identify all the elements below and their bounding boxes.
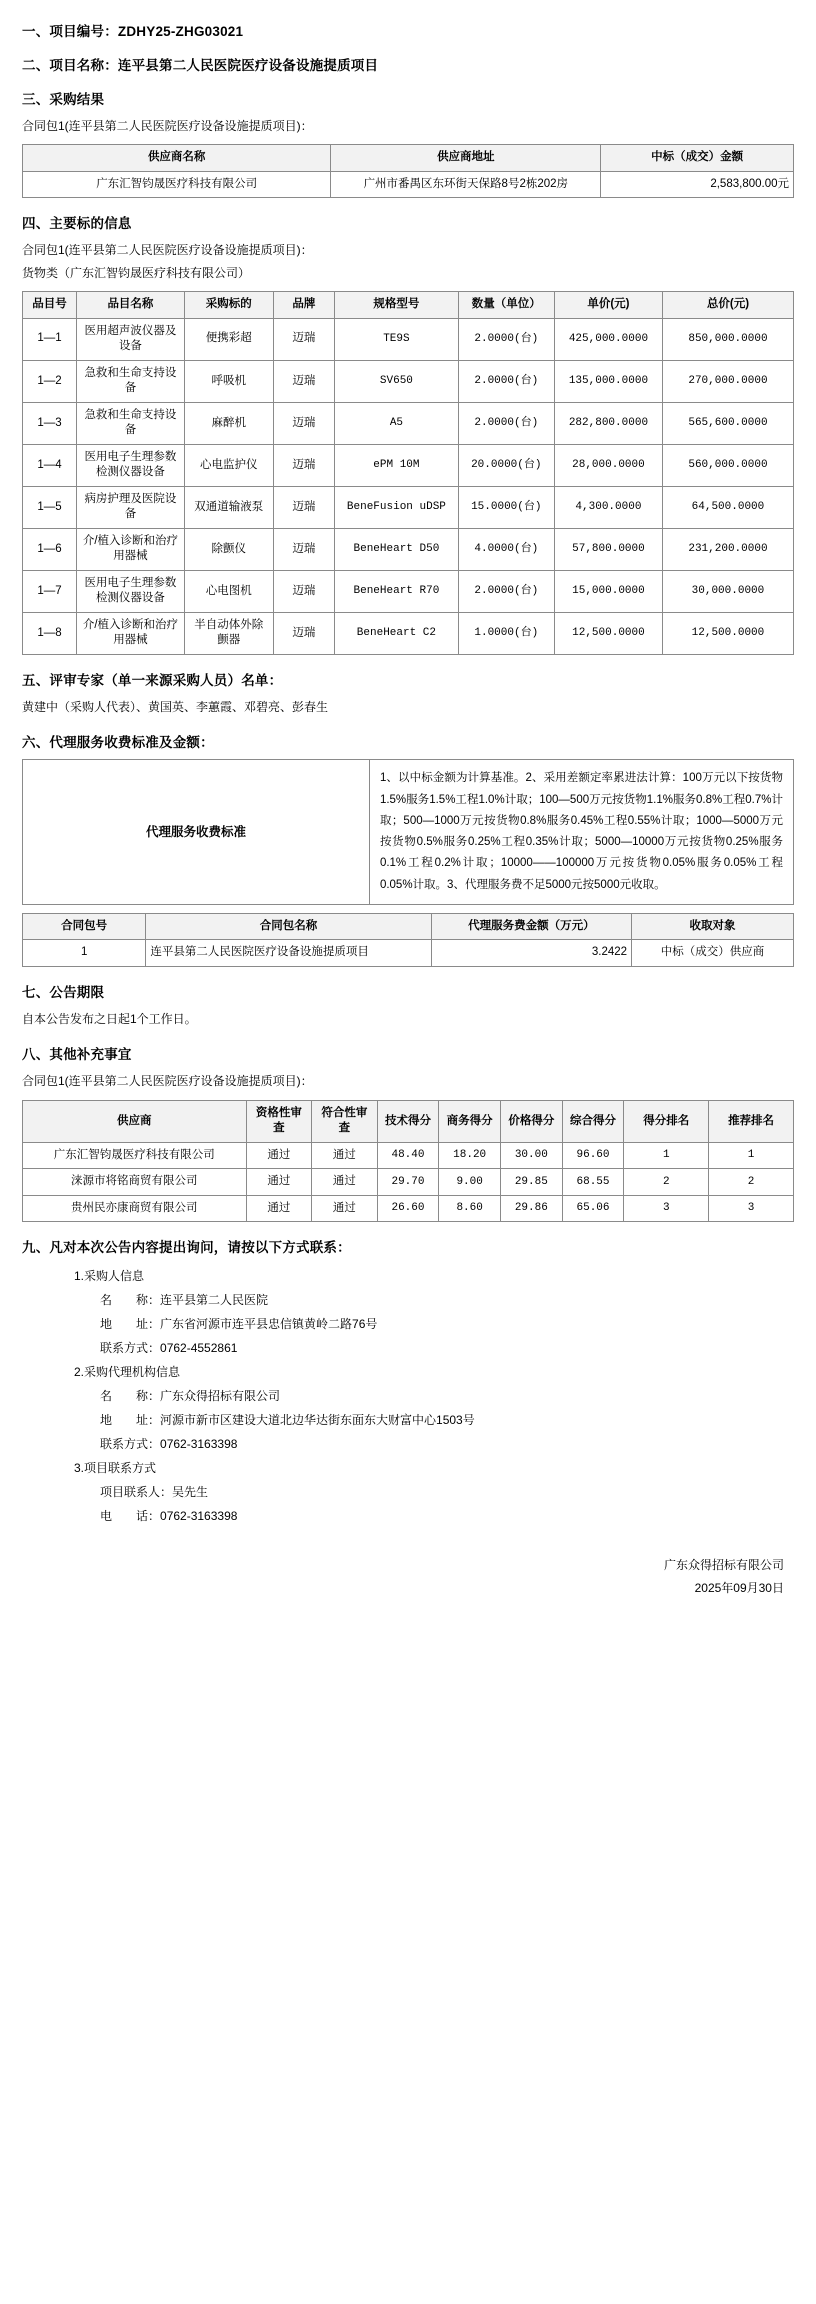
purchaser-tel-row — [100, 1336, 794, 1360]
score-compliance: 通过 — [312, 1169, 378, 1196]
fee-amount-table-wrap — [22, 913, 794, 967]
item-no: 1—6 — [23, 528, 77, 570]
col-compliance-review: 符合性审查 — [312, 1100, 378, 1142]
purchaser-name-label: 名 称： — [100, 1293, 161, 1308]
table-row — [23, 760, 794, 905]
section-title-main-items: 四、主要标的信息 — [22, 216, 132, 232]
col-supplier: 供应商 — [23, 1100, 247, 1142]
project-contact-tel-value: 0762-3163398 — [160, 1509, 238, 1524]
fee-amount: 3.2422 — [431, 940, 631, 967]
item-brand: 迈瑞 — [273, 444, 335, 486]
item-total-price: 231,200.0000 — [662, 528, 793, 570]
project-contact-person-row — [100, 1480, 794, 1504]
result-table — [22, 144, 794, 198]
item-name: 医用电子生理参数检测仪器设备 — [76, 444, 184, 486]
purchaser-address-value: 广东省河源市连平县忠信镇黄岭二路76号 — [160, 1317, 378, 1332]
section-title-contact: 九、凡对本次公告内容提出询问，请按以下方式联系： — [22, 1240, 351, 1256]
table-row — [23, 570, 794, 612]
recommend-rank: 2 — [709, 1169, 794, 1196]
section-title-supplementary: 八、其他补充事宜 — [22, 1047, 132, 1063]
agency-name-value: 广东众得招标有限公司 — [160, 1389, 281, 1404]
item-model: TE9S — [335, 318, 458, 360]
col-recommend-rank: 推荐排名 — [709, 1100, 794, 1142]
item-brand: 迈瑞 — [273, 612, 335, 654]
item-unit-price: 4,300.0000 — [554, 486, 662, 528]
signature-date: 2025年09月30日 — [694, 1581, 784, 1596]
col-qualification-review: 资格性审查 — [246, 1100, 312, 1142]
table-row — [23, 171, 794, 198]
table-row — [23, 1169, 794, 1196]
recommend-rank: 3 — [709, 1195, 794, 1222]
score-compliance: 通过 — [312, 1195, 378, 1222]
item-model: ePM 10M — [335, 444, 458, 486]
item-subject: 便携彩超 — [184, 318, 273, 360]
item-model: SV650 — [335, 360, 458, 402]
item-total-price: 12,500.0000 — [662, 612, 793, 654]
signature-block — [22, 1554, 794, 1600]
table-header-row — [23, 1100, 794, 1142]
score-total: 96.60 — [562, 1142, 624, 1169]
package-no: 1 — [23, 940, 146, 967]
supplementary-package-line: 合同包1(连平县第二人民医院医疗设备设施提质项目)： — [22, 1074, 313, 1089]
item-unit-price: 425,000.0000 — [554, 318, 662, 360]
score-price: 29.85 — [501, 1169, 563, 1196]
agency-address-value: 河源市新市区建设大道北边华达街东面东大财富中心1503号 — [160, 1413, 475, 1428]
item-quantity: 20.0000(台) — [458, 444, 554, 486]
item-total-price: 30,000.0000 — [662, 570, 793, 612]
item-no: 1—5 — [23, 486, 77, 528]
item-subject: 心电图机 — [184, 570, 273, 612]
col-award-amount: 中标（成交）金额 — [601, 145, 794, 172]
item-unit-price: 135,000.0000 — [554, 360, 662, 402]
col-model: 规格型号 — [335, 292, 458, 319]
col-score-rank: 得分排名 — [624, 1100, 709, 1142]
item-name: 医用超声波仪器及设备 — [76, 318, 184, 360]
agency-tel-value: 0762-3163398 — [160, 1437, 238, 1452]
col-quantity: 数量（单位） — [458, 292, 554, 319]
item-no: 1—4 — [23, 444, 77, 486]
item-brand: 迈瑞 — [273, 570, 335, 612]
item-quantity: 1.0000(台) — [458, 612, 554, 654]
agency-address-row — [100, 1408, 794, 1432]
item-name: 急救和生命支持设备 — [76, 360, 184, 402]
table-header-row — [23, 145, 794, 172]
item-subject: 除颤仪 — [184, 528, 273, 570]
item-model: BeneHeart R70 — [335, 570, 458, 612]
item-quantity: 2.0000(台) — [458, 360, 554, 402]
item-subject: 半自动体外除颤器 — [184, 612, 273, 654]
score-technical: 29.70 — [377, 1169, 439, 1196]
item-no: 1—3 — [23, 402, 77, 444]
supplier-address: 广州市番禺区东环街天保路8号2栋202房 — [331, 171, 601, 198]
supplier-name: 广东汇智钧晟医疗科技有限公司 — [23, 171, 331, 198]
agency-name-label: 名 称： — [100, 1389, 161, 1404]
agency-name-row — [100, 1384, 794, 1408]
item-total-price: 270,000.0000 — [662, 360, 793, 402]
section-title-project-number: 一、项目编号：ZDHY25-ZHG03021 — [22, 24, 244, 39]
score-supplier: 广东汇智钧晟医疗科技有限公司 — [23, 1142, 247, 1169]
score-total: 68.55 — [562, 1169, 624, 1196]
table-row — [23, 1142, 794, 1169]
table-row — [23, 444, 794, 486]
col-total-price: 总价(元) — [662, 292, 793, 319]
score-business: 9.00 — [439, 1169, 501, 1196]
section-title-review-experts: 五、评审专家（单一来源采购人员）名单： — [22, 672, 283, 688]
fee-standard-text: 1、以中标金额为计算基准。2、采用差额定率累进法计算：100万元以下按货物1.5%服务1.5%工程1.0%计取；100—500万元按货物1.1%服务0.8%工程0.7%计取；500—1000万元按货物0.8%服务0.45%工程0.55%计取；1000—5000万元按货物0.5%服务0.25%工程0.35%计取；5000—10000万元按货物0.25%服务0.1%工程0.2%计取；10000——100000万元按货物0.05%服务0.05%工程0.05%计取。3、代理服务费不足5000元按5000元收取。 — [369, 760, 793, 905]
col-supplier-address: 供应商地址 — [331, 145, 601, 172]
item-total-price: 565,600.0000 — [662, 402, 793, 444]
col-brand: 品牌 — [273, 292, 335, 319]
item-name: 介/植入诊断和治疗用器械 — [76, 612, 184, 654]
result-table-wrap — [22, 144, 794, 198]
score-supplier: 涞源市将铭商贸有限公司 — [23, 1169, 247, 1196]
score-business: 8.60 — [439, 1195, 501, 1222]
item-total-price: 560,000.0000 — [662, 444, 793, 486]
announcement-period-text: 自本公告发布之日起1个工作日。 — [22, 1011, 197, 1026]
agency-address-label: 地 址： — [100, 1413, 161, 1428]
project-contact-person-value: 吴先生 — [172, 1485, 209, 1500]
item-model: BeneHeart C2 — [335, 612, 458, 654]
project-contact-tel-row — [100, 1504, 794, 1528]
signature-org: 广东众得招标有限公司 — [663, 1558, 784, 1573]
score-rank: 2 — [624, 1169, 709, 1196]
agency-tel-row — [100, 1432, 794, 1456]
col-technical-score: 技术得分 — [377, 1100, 439, 1142]
col-fee-payer: 收取对象 — [632, 913, 794, 940]
col-item-name: 品目名称 — [76, 292, 184, 319]
table-row — [23, 402, 794, 444]
item-no: 1—8 — [23, 612, 77, 654]
col-total-score: 综合得分 — [562, 1100, 624, 1142]
score-compliance: 通过 — [312, 1142, 378, 1169]
items-table — [22, 291, 794, 655]
contact-list — [60, 1264, 794, 1528]
table-row — [23, 940, 794, 967]
recommend-rank: 1 — [709, 1142, 794, 1169]
table-row — [23, 528, 794, 570]
fee-standard-label: 代理服务收费标准 — [23, 760, 370, 905]
item-quantity: 4.0000(台) — [458, 528, 554, 570]
package-name: 连平县第二人民医院医疗设备设施提质项目 — [146, 940, 431, 967]
items-package-line: 合同包1(连平县第二人民医院医疗设备设施提质项目)： — [22, 243, 313, 258]
item-brand: 迈瑞 — [273, 318, 335, 360]
col-package-no: 合同包号 — [23, 913, 146, 940]
project-contact-person-label: 项目联系人： — [100, 1485, 173, 1500]
table-header-row — [23, 292, 794, 319]
table-row — [23, 318, 794, 360]
agency-tel-label: 联系方式： — [100, 1437, 161, 1452]
item-total-price: 64,500.0000 — [662, 486, 793, 528]
col-business-score: 商务得分 — [439, 1100, 501, 1142]
score-price: 30.00 — [501, 1142, 563, 1169]
item-unit-price: 15,000.0000 — [554, 570, 662, 612]
table-row — [23, 360, 794, 402]
fee-payer: 中标（成交）供应商 — [632, 940, 794, 967]
col-supplier-name: 供应商名称 — [23, 145, 331, 172]
score-technical: 48.40 — [377, 1142, 439, 1169]
purchaser-tel-value: 0762-4552861 — [160, 1341, 238, 1356]
purchaser-tel-label: 联系方式： — [100, 1341, 161, 1356]
score-qualification: 通过 — [246, 1195, 312, 1222]
items-table-wrap — [22, 291, 794, 655]
table-row — [23, 612, 794, 654]
purchaser-address-label: 地 址： — [100, 1317, 161, 1332]
items-category-line: 货物类（广东汇智钧晟医疗科技有限公司） — [22, 265, 251, 280]
item-subject: 心电监护仪 — [184, 444, 273, 486]
score-table — [22, 1100, 794, 1223]
item-quantity: 2.0000(台) — [458, 570, 554, 612]
contact-group-project-title: 3.项目联系方式 — [74, 1461, 157, 1476]
item-unit-price: 12,500.0000 — [554, 612, 662, 654]
table-row — [23, 486, 794, 528]
col-fee-amount: 代理服务费金额（万元） — [431, 913, 631, 940]
contact-group-purchaser-title: 1.采购人信息 — [74, 1269, 145, 1284]
purchaser-name-value: 连平县第二人民医院 — [160, 1293, 269, 1308]
item-quantity: 15.0000(台) — [458, 486, 554, 528]
section-title-purchase-result: 三、采购结果 — [22, 92, 105, 107]
fee-standard-table-wrap — [22, 759, 794, 905]
item-brand: 迈瑞 — [273, 528, 335, 570]
fee-standard-table — [22, 759, 794, 905]
col-package-name: 合同包名称 — [146, 913, 431, 940]
item-unit-price: 28,000.0000 — [554, 444, 662, 486]
section-title-announcement-period: 七、公告期限 — [22, 984, 105, 1000]
score-rank: 3 — [624, 1195, 709, 1222]
table-row — [23, 1195, 794, 1222]
item-brand: 迈瑞 — [273, 486, 335, 528]
item-no: 1—7 — [23, 570, 77, 612]
item-unit-price: 282,800.0000 — [554, 402, 662, 444]
section-title-project-name: 二、项目名称：连平县第二人民医院医疗设备设施提质项目 — [22, 58, 379, 73]
award-amount: 2,583,800.00元 — [601, 171, 794, 198]
item-quantity: 2.0000(台) — [458, 402, 554, 444]
table-header-row — [23, 913, 794, 940]
col-unit-price: 单价(元) — [554, 292, 662, 319]
score-rank: 1 — [624, 1142, 709, 1169]
item-subject: 麻醉机 — [184, 402, 273, 444]
score-table-wrap — [22, 1100, 794, 1223]
project-contact-tel-label: 电 话： — [100, 1509, 161, 1524]
item-unit-price: 57,800.0000 — [554, 528, 662, 570]
score-qualification: 通过 — [246, 1142, 312, 1169]
item-no: 1—2 — [23, 360, 77, 402]
fee-amount-table — [22, 913, 794, 967]
item-brand: 迈瑞 — [273, 402, 335, 444]
score-price: 29.86 — [501, 1195, 563, 1222]
item-model: A5 — [335, 402, 458, 444]
purchaser-name-row — [100, 1288, 794, 1312]
item-no: 1—1 — [23, 318, 77, 360]
col-price-score: 价格得分 — [501, 1100, 563, 1142]
item-subject: 呼吸机 — [184, 360, 273, 402]
review-experts-list: 黄建中（采购人代表）、黄国英、李蕙霞、邓碧亮、彭春生 — [22, 699, 329, 714]
item-name: 介/植入诊断和治疗用器械 — [76, 528, 184, 570]
purchaser-address-row — [100, 1312, 794, 1336]
score-total: 65.06 — [562, 1195, 624, 1222]
item-brand: 迈瑞 — [273, 360, 335, 402]
contact-group-agency-title: 2.采购代理机构信息 — [74, 1365, 181, 1380]
score-supplier: 贵州民亦康商贸有限公司 — [23, 1195, 247, 1222]
score-qualification: 通过 — [246, 1169, 312, 1196]
result-package-line: 合同包1(连平县第二人民医院医疗设备设施提质项目)： — [22, 119, 313, 133]
col-item-no: 品目号 — [23, 292, 77, 319]
item-name: 医用电子生理参数检测仪器设备 — [76, 570, 184, 612]
score-business: 18.20 — [439, 1142, 501, 1169]
item-name: 病房护理及医院设备 — [76, 486, 184, 528]
item-model: BeneFusion uDSP — [335, 486, 458, 528]
item-subject: 双通道输液泵 — [184, 486, 273, 528]
item-name: 急救和生命支持设备 — [76, 402, 184, 444]
item-total-price: 850,000.0000 — [662, 318, 793, 360]
item-quantity: 2.0000(台) — [458, 318, 554, 360]
score-technical: 26.60 — [377, 1195, 439, 1222]
col-subject: 采购标的 — [184, 292, 273, 319]
item-model: BeneHeart D50 — [335, 528, 458, 570]
section-title-agency-fee: 六、代理服务收费标准及金额： — [22, 735, 214, 751]
